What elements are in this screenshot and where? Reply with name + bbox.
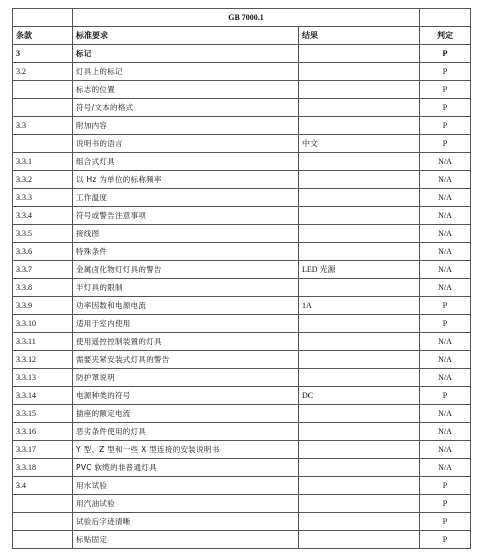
clause-cell: 3.3.17 bbox=[13, 441, 73, 459]
table-header-row bbox=[13, 27, 471, 45]
verdict-cell: P bbox=[420, 513, 471, 531]
requirement-header: 标准要求 bbox=[73, 27, 299, 45]
table-row bbox=[13, 441, 471, 459]
verdict-cell: N/A bbox=[420, 225, 471, 243]
verdict-cell: N/A bbox=[420, 189, 471, 207]
standard-title-row bbox=[13, 9, 471, 27]
requirement-cell: 使用遥控控制装置的灯具 bbox=[73, 333, 299, 351]
clause-cell: 3.3.8 bbox=[13, 279, 73, 297]
table-row bbox=[13, 261, 471, 279]
table-row bbox=[13, 117, 471, 135]
verdict-cell: N/A bbox=[420, 441, 471, 459]
result-cell bbox=[299, 333, 420, 351]
clause-cell: 3.3.5 bbox=[13, 225, 73, 243]
requirement-cell: 需要夹紧安装式灯具的警告 bbox=[73, 351, 299, 369]
verdict-cell: N/A bbox=[420, 171, 471, 189]
table-row bbox=[13, 423, 471, 441]
result-cell bbox=[299, 315, 420, 333]
table-row bbox=[13, 189, 471, 207]
verdict-cell: N/A bbox=[420, 279, 471, 297]
table-row bbox=[13, 243, 471, 261]
requirement-cell: 金属卤化物灯灯具的警告 bbox=[73, 261, 299, 279]
verdict-cell: N/A bbox=[420, 207, 471, 225]
verdict-cell: N/A bbox=[420, 423, 471, 441]
verdict-cell: N/A bbox=[420, 405, 471, 423]
verdict-cell: P bbox=[420, 297, 471, 315]
table-row bbox=[13, 135, 471, 153]
result-cell bbox=[299, 207, 420, 225]
clause-cell bbox=[13, 513, 73, 531]
requirement-cell: 适用于室内使用 bbox=[73, 315, 299, 333]
result-cell bbox=[299, 459, 420, 477]
result-cell bbox=[299, 351, 420, 369]
requirement-cell: 说明书的语言 bbox=[73, 135, 299, 153]
requirement-cell: 特殊条件 bbox=[73, 243, 299, 261]
clause-cell: 3.2 bbox=[13, 63, 73, 81]
clause-cell: 3.3.18 bbox=[13, 459, 73, 477]
result-cell bbox=[299, 99, 420, 117]
result-cell: DC bbox=[299, 387, 420, 405]
result-cell bbox=[299, 63, 420, 81]
requirement-cell: 功率因数和电源电流 bbox=[73, 297, 299, 315]
table-row bbox=[13, 495, 471, 513]
result-cell bbox=[299, 45, 420, 63]
clause-cell bbox=[13, 135, 73, 153]
result-cell bbox=[299, 225, 420, 243]
requirement-cell: 标记 bbox=[73, 45, 299, 63]
requirement-cell: 标贴固定 bbox=[73, 531, 299, 549]
requirement-cell: 以 Hz 为单位的标称频率 bbox=[73, 171, 299, 189]
result-cell bbox=[299, 81, 420, 99]
requirement-cell: 试验后字迹清晰 bbox=[73, 513, 299, 531]
result-cell bbox=[299, 441, 420, 459]
verdict-cell: P bbox=[420, 63, 471, 81]
clause-cell: 3.3.10 bbox=[13, 315, 73, 333]
result-cell bbox=[299, 117, 420, 135]
table-row bbox=[13, 153, 471, 171]
verdict-cell: P bbox=[420, 531, 471, 549]
verdict-cell: N/A bbox=[420, 261, 471, 279]
result-header: 结果 bbox=[299, 27, 420, 45]
requirement-cell: 接线图 bbox=[73, 225, 299, 243]
clause-cell: 3.3.4 bbox=[13, 207, 73, 225]
result-cell: LED 光源 bbox=[299, 261, 420, 279]
result-cell bbox=[299, 243, 420, 261]
verdict-cell: P bbox=[420, 117, 471, 135]
requirement-cell: 恶劣条件使用的灯具 bbox=[73, 423, 299, 441]
table-row bbox=[13, 315, 471, 333]
verdict-cell: N/A bbox=[420, 333, 471, 351]
table-row bbox=[13, 279, 471, 297]
requirement-cell: 插座的额定电流 bbox=[73, 405, 299, 423]
result-cell bbox=[299, 171, 420, 189]
verdict-cell: P bbox=[420, 477, 471, 495]
clause-header: 条款 bbox=[13, 27, 73, 45]
table-row bbox=[13, 459, 471, 477]
table-row bbox=[13, 63, 471, 81]
requirement-cell: 灯具上的标记 bbox=[73, 63, 299, 81]
verdict-cell: P bbox=[420, 495, 471, 513]
clause-cell: 3.3.6 bbox=[13, 243, 73, 261]
result-cell: 中文 bbox=[299, 135, 420, 153]
result-cell bbox=[299, 495, 420, 513]
table-row bbox=[13, 369, 471, 387]
clause-cell: 3.3.3 bbox=[13, 189, 73, 207]
clause-cell: 3.3.9 bbox=[13, 297, 73, 315]
table-row bbox=[13, 45, 471, 63]
clause-cell: 3.3.14 bbox=[13, 387, 73, 405]
result-cell bbox=[299, 369, 420, 387]
table-row bbox=[13, 387, 471, 405]
requirement-cell: 用汽油试验 bbox=[73, 495, 299, 513]
verdict-cell: N/A bbox=[420, 153, 471, 171]
verdict-cell: P bbox=[420, 315, 471, 333]
clause-cell bbox=[13, 81, 73, 99]
verdict-cell: N/A bbox=[420, 459, 471, 477]
requirement-cell: PVC 软缆的非普通灯具 bbox=[73, 459, 299, 477]
result-cell bbox=[299, 423, 420, 441]
table-row bbox=[13, 477, 471, 495]
table-row bbox=[13, 81, 471, 99]
requirement-cell: 符号或警告注意事项 bbox=[73, 207, 299, 225]
result-cell bbox=[299, 405, 420, 423]
clause-cell bbox=[13, 495, 73, 513]
clause-cell: 3 bbox=[13, 45, 73, 63]
compliance-table bbox=[12, 8, 471, 549]
table-row bbox=[13, 171, 471, 189]
result-cell bbox=[299, 531, 420, 549]
clause-cell: 3.3 bbox=[13, 117, 73, 135]
table-row bbox=[13, 531, 471, 549]
result-cell: 1A bbox=[299, 297, 420, 315]
clause-cell: 3.3.12 bbox=[13, 351, 73, 369]
clause-cell: 3.4 bbox=[13, 477, 73, 495]
standard-title: GB 7000.1 bbox=[73, 9, 420, 27]
requirement-cell: 标志的位置 bbox=[73, 81, 299, 99]
table-row bbox=[13, 513, 471, 531]
clause-cell: 3.3.13 bbox=[13, 369, 73, 387]
verdict-header: 判定 bbox=[420, 27, 471, 45]
table-row bbox=[13, 225, 471, 243]
verdict-cell: N/A bbox=[420, 351, 471, 369]
verdict-cell: P bbox=[420, 45, 471, 63]
requirement-cell: 工作温度 bbox=[73, 189, 299, 207]
requirement-cell: 用水试验 bbox=[73, 477, 299, 495]
clause-cell: 3.3.7 bbox=[13, 261, 73, 279]
requirement-cell: 电源种类的符号 bbox=[73, 387, 299, 405]
verdict-cell: N/A bbox=[420, 243, 471, 261]
clause-cell: 3.3.11 bbox=[13, 333, 73, 351]
requirement-cell: 附加内容 bbox=[73, 117, 299, 135]
clause-cell bbox=[13, 531, 73, 549]
verdict-cell: P bbox=[420, 135, 471, 153]
requirement-cell: 符号/文本的格式 bbox=[73, 99, 299, 117]
table-row bbox=[13, 99, 471, 117]
result-cell bbox=[299, 477, 420, 495]
result-cell bbox=[299, 279, 420, 297]
table-row bbox=[13, 405, 471, 423]
requirement-cell: 防护罩说明 bbox=[73, 369, 299, 387]
clause-cell: 3.3.15 bbox=[13, 405, 73, 423]
result-cell bbox=[299, 189, 420, 207]
verdict-cell: N/A bbox=[420, 369, 471, 387]
test-report-page bbox=[12, 8, 471, 549]
table-row bbox=[13, 297, 471, 315]
result-cell bbox=[299, 153, 420, 171]
clause-cell bbox=[13, 99, 73, 117]
clause-cell: 3.3.16 bbox=[13, 423, 73, 441]
table-row bbox=[13, 207, 471, 225]
clause-cell: 3.3.1 bbox=[13, 153, 73, 171]
table-row bbox=[13, 351, 471, 369]
verdict-cell: P bbox=[420, 81, 471, 99]
requirement-cell: 半灯具的限制 bbox=[73, 279, 299, 297]
verdict-cell: P bbox=[420, 387, 471, 405]
clause-cell: 3.3.2 bbox=[13, 171, 73, 189]
table-row bbox=[13, 333, 471, 351]
verdict-cell: P bbox=[420, 99, 471, 117]
requirement-cell: Y 型、Z 型和一些 X 型连接的安装说明书 bbox=[73, 441, 299, 459]
result-cell bbox=[299, 513, 420, 531]
requirement-cell: 组合式灯具 bbox=[73, 153, 299, 171]
